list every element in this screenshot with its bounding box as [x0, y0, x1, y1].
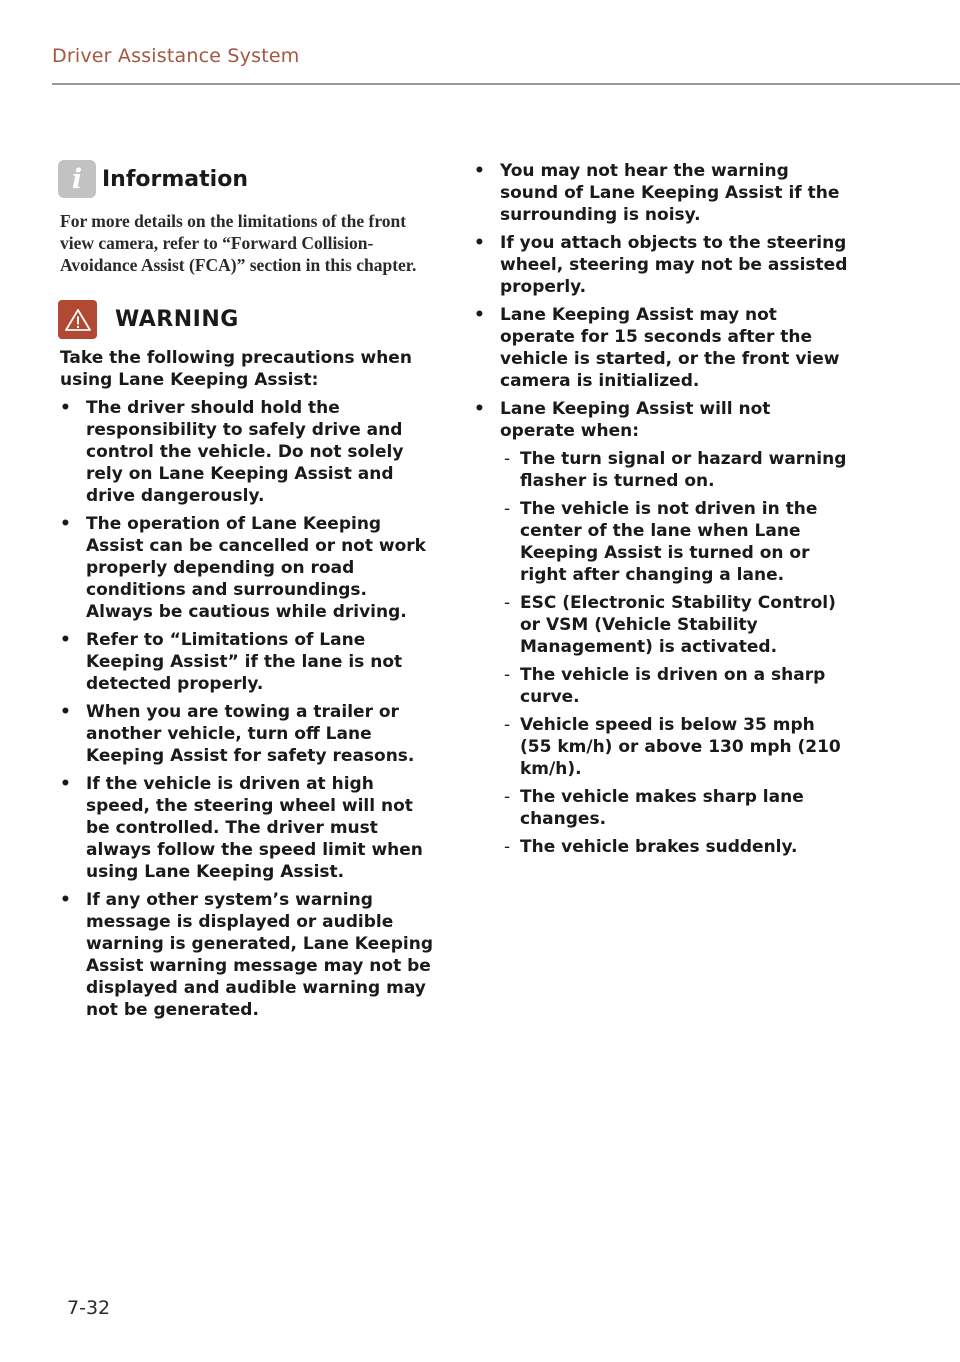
list-item: • If the vehicle is driven at high speed, the steering wheel will not be controlled. The driver must always follow the speed limit when using Lane Keeping Assist.: [60, 773, 436, 883]
condition-item: - The vehicle makes sharp lane changes.: [500, 786, 850, 830]
page-number: 7-32: [67, 1297, 111, 1319]
information-title: Information: [102, 166, 248, 192]
list-item: • If any other system’s warning message is displayed or audible warning is generated, Lane Keeping Assist warning message may not be displayed and audible warning may not be generated.: [60, 889, 436, 1021]
info-icon: i: [58, 160, 96, 198]
condition-item: - ESC (Electronic Stability Control) or VSM (Vehicle Stability Management) is activated.: [500, 592, 850, 658]
condition-item: - The vehicle is not driven in the center of the lane when Lane Keeping Assist is turned on or right after changing a lane.: [500, 498, 850, 586]
condition-item: - The vehicle brakes suddenly.: [500, 836, 850, 858]
warning-heading: [58, 300, 436, 339]
information-body: For more details on the limitations of the front view camera, refer to “Forward Collision-Avoidance Assist (FCA)” section in this chapter.: [60, 211, 417, 275]
right-bullet-list: [474, 160, 850, 858]
condition-item: - Vehicle speed is below 35 mph (55 km/h) or above 130 mph (210 km/h).: [500, 714, 850, 780]
list-item: • The driver should hold the responsibility to safely drive and control the vehicle. Do not solely rely on Lane Keeping Assist and drive dangerously.: [60, 397, 436, 507]
list-item: • Refer to “Limitations of Lane Keeping Assist” if the lane is not detected properly.: [60, 629, 436, 695]
list-item: • When you are towing a trailer or another vehicle, turn off Lane Keeping Assist for safety reasons.: [60, 701, 436, 767]
right-column: [474, 160, 850, 864]
warning-title: WARNING: [115, 307, 239, 332]
warning-triangle-icon: [58, 300, 97, 339]
condition-item: - The turn signal or hazard warning flasher is turned on.: [500, 448, 850, 492]
list-item-text: Lane Keeping Assist will not operate when:: [500, 399, 771, 441]
list-item: [474, 398, 850, 858]
list-item: • You may not hear the warning sound of Lane Keeping Assist if the surrounding is noisy.: [474, 160, 850, 226]
header-divider: [52, 83, 960, 85]
list-item: • Lane Keeping Assist may not operate for 15 seconds after the vehicle is started, or the front view camera is initialized.: [474, 304, 850, 392]
left-column: [60, 160, 436, 1027]
warning-bullet-list: [60, 397, 436, 1021]
condition-list: [500, 448, 850, 858]
warning-intro: Take the following precautions when using Lane Keeping Assist:: [60, 348, 412, 390]
information-heading: [58, 160, 436, 198]
list-item: • The operation of Lane Keeping Assist can be cancelled or not work properly depending on road conditions and surroundings. Always be cautious while driving.: [60, 513, 436, 623]
condition-item: - The vehicle is driven on a sharp curve.: [500, 664, 850, 708]
list-item: • If you attach objects to the steering wheel, steering may not be assisted properly.: [474, 232, 850, 298]
section-header-title: Driver Assistance System: [52, 45, 300, 67]
